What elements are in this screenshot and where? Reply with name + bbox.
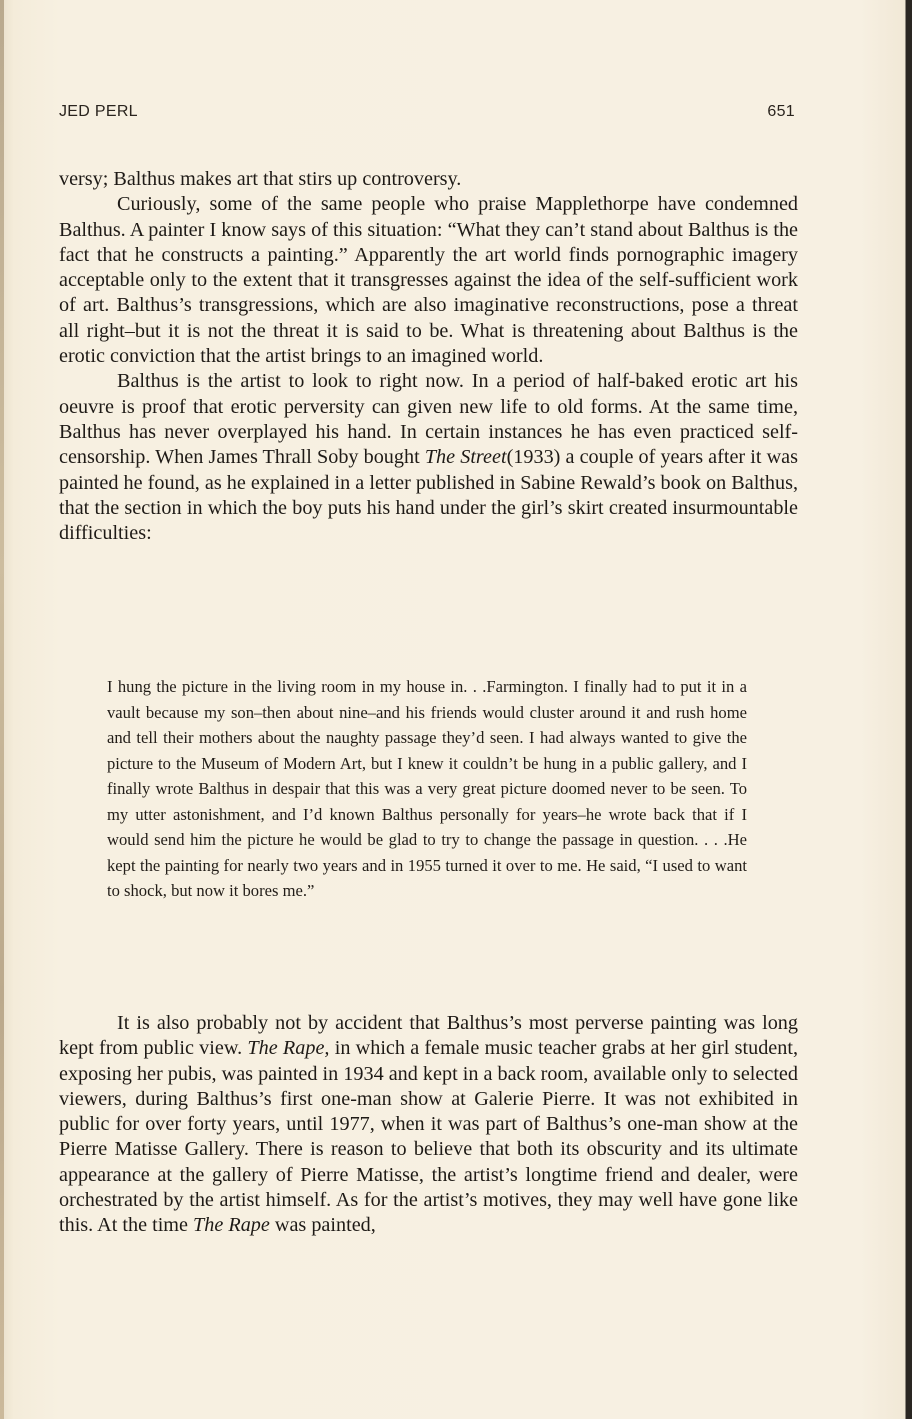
page-number: 651 <box>767 103 795 120</box>
paragraph-text: in which a female music teacher grabs at her girl student, exposing her pubis, was painted in 1934 and kept in a back room, available only to selected viewers, during Balthus’s first one-man show at Galerie Pierre. It was not exhibited in public for over forty years, until 1977, when it was part of Balthus’s one-man show at the Pierre Matisse Gallery. There is reason to believe that both its obscurity and its ultimate appearance at the gallery of Pierre Matisse, the artist’s longtime friend and dealer, were orchestrated by the artist himself. As for the artist’s motives, they may well have gone like this. At the time <box>59 1037 798 1237</box>
paragraph-continued: versy; Balthus makes art that stirs up controversy. <box>59 168 462 190</box>
artwork-title-the-rape: The Rape <box>193 1214 270 1237</box>
paragraph-the-rape <box>59 1011 798 1239</box>
body-text-bottom <box>59 1011 798 1239</box>
running-head-author: JED PERL <box>59 103 138 120</box>
block-quote-text: I hung the picture in the living room in my house in. . .Farmington. I finally had to put it in a vault because my son–then about nine–and his friends would cluster around it and rush home and tell their mothers about the naughty passage they’d seen. I had always wanted to give the picture to the Museum of Modern Art, but I knew it couldn’t be hung in a public gallery, and I finally wrote Balthus in despair that this was a very great picture doomed never to be seen. To my utter astonishment, and I’d known Balthus personally for years–he wrote back that if I would send him the picture he would be glad to try to change the passage in question. . . .He kept the painting for nearly two years and in 1955 turned it over to me. He said, “I used to want to shock, but now it bores me.” <box>107 677 747 900</box>
paragraph-text: was painted, <box>269 1214 376 1237</box>
paragraph-text: It is also probably not by accident that Balthus’s most perverse painting was long kept from public view. <box>59 1012 798 1060</box>
page-binding-edge <box>0 0 4 1419</box>
paragraph-self-censorship <box>59 369 798 546</box>
body-text-top <box>59 167 798 546</box>
artwork-title-the-street: The Street <box>424 446 507 469</box>
running-head <box>59 103 795 127</box>
block-quote <box>107 674 747 904</box>
paragraph-text: (1933) a couple of years after it was painted he found, as he explained in a letter published in Sabine Rewald’s book on Balthus, that the section in which the boy puts his hand under the girl’s skirt created insurmountable difficulties: <box>59 446 799 545</box>
artwork-title-the-rape: The Rape, <box>247 1037 330 1060</box>
paragraph-text: Balthus is the artist to look to right now. In a period of half-baked erotic art his oeuvre is proof that erotic perversity can given new life to old forms. At the same time, Balthus has never overplayed his hand. In certain instances he has even practiced self-censorship. When James Thrall Soby bought <box>59 370 798 469</box>
paragraph-mapplethorpe: Curiously, some of the same people who praise Mapplethorpe have condemned Balthus. A painter I know says of this situation: “What they can’t stand about Balthus is the fact that he constructs a painting.” Apparently the art world finds pornographic imagery acceptable only to the extent that it transgresses against the idea of the self-sufficient work of art. Balthus’s transgressions, which are also imaginative reconstructions, pose a threat all right–but it is not the threat it is said to be. What is threatening about Balthus is the erotic conviction that the artist brings to an imagined world. <box>59 193 798 368</box>
